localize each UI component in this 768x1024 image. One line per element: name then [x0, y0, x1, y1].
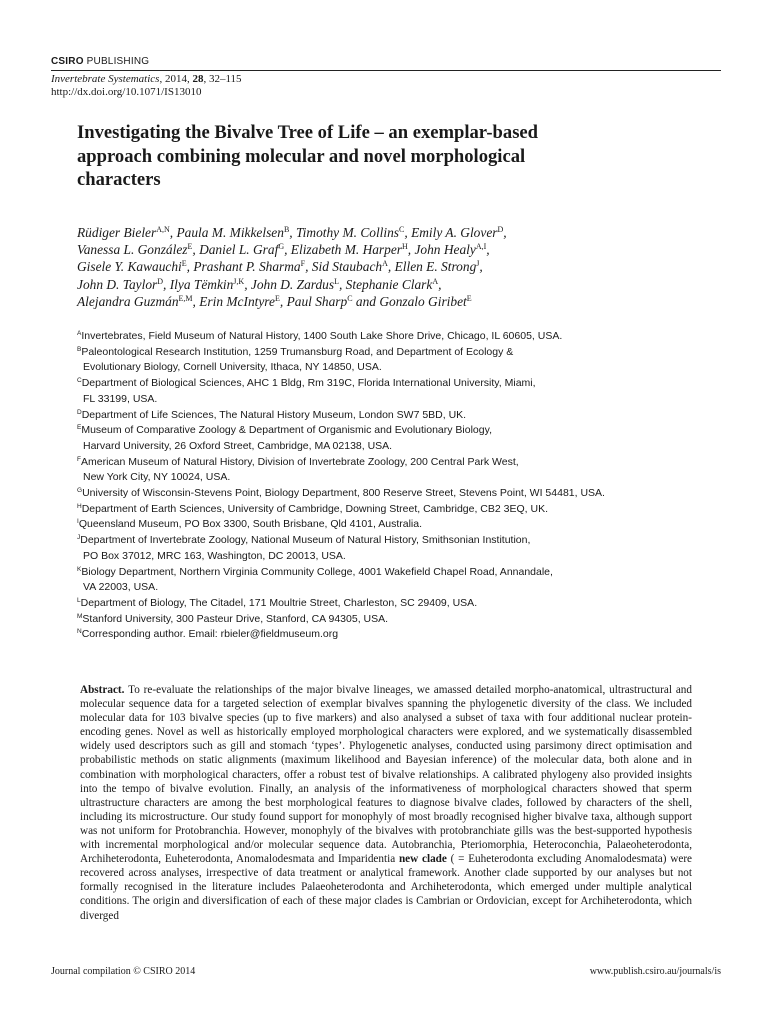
author-name: Gisele Y. Kawauchi	[77, 259, 182, 275]
affiliation-line	[77, 502, 697, 518]
author-affil-marker: J	[476, 259, 480, 269]
author-affil-marker: C	[347, 293, 353, 303]
author-affil-marker: E,M	[178, 293, 193, 303]
affiliation-text: New York City, NY 10024, USA.	[83, 471, 231, 484]
affiliation-marker: I	[77, 518, 79, 526]
author-name: , Erin McIntyre	[192, 293, 275, 309]
author-separator: ,	[438, 276, 442, 292]
affiliation-line	[77, 455, 697, 471]
author-affil-marker: L	[334, 276, 339, 286]
author-separator: ,	[486, 242, 490, 258]
author-line	[77, 241, 637, 258]
affiliation-marker: H	[77, 502, 82, 510]
affiliation-text: Corresponding author. Email: rbieler@fieldmuseum.org	[81, 628, 339, 641]
affiliation-marker: B	[77, 345, 82, 353]
affiliation-line	[77, 627, 697, 643]
abstract-paragraph	[80, 683, 692, 923]
author-affil-marker: B	[283, 225, 290, 234]
affiliation-line	[77, 517, 697, 533]
affiliation-text: FL 33199, USA.	[83, 392, 158, 405]
journal-citation	[51, 73, 242, 86]
author-name: , Paul Sharp	[279, 293, 348, 309]
author-affil-marker: J,K	[233, 276, 245, 286]
author-name: , John D. Zardus	[244, 276, 335, 292]
author-line	[77, 224, 637, 241]
affiliation-text: Invertebrates, Field Museum of Natural History, 1400 South Lake Shore Drive, Chicago, IL 60605, USA.	[81, 330, 563, 342]
affiliation-text: Department of Invertebrate Zoology, National Museum of Natural History, Smithsonian Institution,	[80, 534, 531, 547]
author-name: , Elizabeth M. Harper	[284, 242, 402, 258]
author-name: and Gonzalo Giribet	[352, 293, 467, 309]
author-name: Rüdiger Bieler	[77, 225, 157, 240]
author-affil-marker: E	[466, 293, 472, 303]
author-affil-marker: D	[497, 225, 504, 234]
affiliation-text: Queensland Museum, PO Box 3300, South Brisbane, Qld 4101, Australia.	[78, 518, 423, 531]
author-affil-marker: G	[278, 242, 285, 252]
affiliation-text: Museum of Comparative Zoology & Department of Organismic and Evolutionary Biology,	[81, 424, 493, 437]
affiliation-text: Department of Life Sciences, The Natural History Museum, London SW7 5BD, UK.	[81, 408, 467, 421]
affiliation-text: Harvard University, 26 Oxford Street, Cambridge, MA 02138, USA.	[83, 439, 393, 452]
author-affil-marker: A	[432, 276, 439, 286]
affiliation-text: University of Wisconsin-Stevens Point, Biology Department, 800 Reserve Street, Stevens Point, WI 54481, USA.	[82, 487, 605, 500]
author-name: , Emily A. Glover	[404, 225, 498, 240]
author-affil-marker: A,N	[156, 225, 170, 234]
affiliation-line	[77, 423, 697, 439]
affiliation-line	[77, 329, 697, 345]
affiliation-line	[77, 376, 697, 392]
affiliation-line	[77, 439, 697, 455]
publisher-name-rest: PUBLISHING	[83, 56, 150, 67]
author-affil-marker: E	[187, 242, 193, 252]
abstract-label: Abstract.	[80, 684, 125, 696]
affiliation-text: American Museum of Natural History, Division of Invertebrate Zoology, 200 Central Park West,	[80, 455, 519, 468]
affiliation-marker: C	[77, 377, 82, 385]
journal-name: Invertebrate Systematics	[51, 73, 160, 85]
title-line: characters	[77, 169, 161, 190]
affiliation-line	[77, 565, 697, 581]
publisher-name-bold: CSIRO	[51, 56, 84, 67]
author-line	[77, 276, 637, 293]
footer-copyright: Journal compilation © CSIRO 2014	[51, 966, 196, 977]
title-line: Investigating the Bivalve Tree of Life – an exemplar-based	[77, 122, 539, 143]
author-name: , Timothy M. Collins	[289, 225, 400, 240]
affiliation-list	[77, 329, 697, 643]
affiliation-line	[77, 596, 697, 612]
affiliation-marker: E	[77, 424, 82, 432]
journal-pages: , 32–115	[203, 73, 242, 85]
affiliation-line	[77, 360, 697, 376]
author-affil-marker: A,I	[475, 242, 487, 252]
author-affil-marker: E	[181, 259, 187, 269]
author-affil-marker: A	[382, 259, 388, 269]
author-name: , John Healy	[407, 242, 476, 258]
author-affil-marker: F	[300, 259, 306, 269]
affiliation-line	[77, 533, 697, 549]
abstract-text: ( = Euheterodonta excluding Anomalodesmata) were recovered across analyses, irrespective of data treatment or analytical framework. Another clade supported by our analyses but not formally recognised in the literature includes Palaeoheterodonta and Archiheterodonta, which emerged under multiple analytical conditions. The origin and diversification of each of these major clades is Cambrian or Ordovician, except for Archiheterodonta, which diverged	[80, 853, 693, 922]
author-list	[77, 224, 637, 310]
affiliation-text: Department of Biological Sciences, AHC 1 Bldg, Rm 319C, Florida International University, Miami,	[81, 377, 536, 390]
author-name: , Ilya Tëmkin	[163, 276, 234, 292]
author-name: Alejandra Guzmán	[77, 293, 179, 309]
author-separator: ,	[479, 259, 483, 275]
header-divider	[51, 70, 721, 71]
affiliation-text: Department of Biology, The Citadel, 171 Moultrie Street, Charleston, SC 29409, USA.	[80, 596, 478, 609]
journal-volume: 28	[192, 73, 204, 85]
affiliation-marker: J	[77, 534, 81, 542]
author-line	[77, 293, 637, 310]
affiliation-text: Department of Earth Sciences, University of Cambridge, Downing Street, Cambridge, CB2 3EQ, UK.	[81, 502, 548, 515]
affiliation-marker: A	[77, 330, 82, 337]
author-line	[77, 258, 637, 275]
affiliation-marker: N	[77, 628, 82, 636]
paper-title	[77, 121, 597, 192]
affiliation-line	[77, 486, 697, 502]
affiliation-text: Evolutionary Biology, Cornell University, Ithaca, NY 14850, USA.	[83, 361, 382, 374]
doi-link[interactable]: http://dx.doi.org/10.1071/IS13010	[51, 86, 202, 98]
affiliation-text: Stanford University, 300 Pasteur Drive, Stanford, CA 94305, USA.	[82, 612, 389, 625]
affiliation-marker: K	[77, 565, 82, 573]
affiliation-text: Biology Department, Northern Virginia Community College, 4001 Wakefield Chapel Road, Annandale,	[81, 565, 553, 578]
author-name: John D. Taylor	[77, 276, 158, 292]
author-affil-marker: E	[274, 293, 280, 303]
affiliation-text: PO Box 37012, MRC 163, Washington, DC 20013, USA.	[83, 549, 346, 562]
affiliation-line	[77, 345, 697, 361]
affiliation-line	[77, 470, 697, 486]
author-name: , Ellen E. Strong	[387, 259, 477, 275]
affiliation-marker: D	[77, 408, 82, 416]
author-name: , Paula M. Mikkelsen	[169, 225, 284, 240]
author-name: , Sid Staubach	[305, 259, 383, 275]
author-affil-marker: H	[402, 242, 408, 252]
affiliation-marker: M	[77, 612, 83, 620]
affiliation-marker: F	[77, 455, 81, 463]
footer-journal-url[interactable]: www.publish.csiro.au/journals/is	[589, 966, 721, 977]
affiliation-line	[77, 408, 697, 424]
affiliation-text: VA 22003, USA.	[83, 581, 159, 594]
abstract-emphasis: new clade	[398, 853, 447, 866]
author-name: Vanessa L. González	[77, 242, 188, 258]
affiliation-line	[77, 549, 697, 565]
author-affil-marker: D	[157, 276, 164, 286]
affiliation-text: Paleontological Research Institution, 1259 Trumansburg Road, and Department of Ecology &	[81, 345, 514, 358]
author-name: , Daniel L. Graf	[192, 242, 279, 258]
author-name: , Stephanie Clark	[338, 276, 433, 292]
affiliation-marker: G	[77, 487, 83, 495]
affiliation-marker: L	[77, 596, 81, 604]
affiliation-line	[77, 392, 697, 408]
publisher-header	[51, 56, 149, 67]
author-name: , Prashant P. Sharma	[186, 259, 301, 275]
abstract-text: To re-evaluate the relationships of the major bivalve lineages, we amassed detailed morpho-anatomical, ultrastructural and molecular sequence data for a targeted selection of exemplar bivalves spanning the phylogenetic diversity of the class. We included molecular data for 103 bivalve species (up to five markers) and also analysed a subset of taxa with four additional nuclear protein-encoding genes. Novel as well as historically employed morphological characters were explored, and we systematically disassembled widely used descriptors such as gill and stomach ‘types’. Phylogenetic analyses, conducted using parsimony direct optimisation and probabilistic methods on static alignments (maximum likelihood and Bayesian inference) of the molecular data, both alone and in combination with morphological characters, offer a robust test of bivalve relationships. A calibrated phylogeny also provided insights into the tempo of bivalve evolution. Finally, an analysis of the informativeness of morphological characters showed that sperm ultrastructure characters are among the best morphological features to diagnose bivalve clades, followed by characters of the shell, including its microstructure. Our study found support for monophyly of most broadly recognised higher bivalve taxa, although support was not uniform for Protobranchia. However, monophyly of the bivalves with protobranchiate gills was the best-supported hypothesis with incremental morphological and/or molecular sequence data. Autobranchia, Pteriomorphia, Heteroconchia, Palaeoheterodonta, Archiheterodonta, Euheterodonta, Anomalodesmata and Imparidentia	[80, 684, 692, 866]
affiliation-line	[77, 580, 697, 596]
author-separator: ,	[503, 225, 507, 240]
affiliation-line	[77, 612, 697, 628]
title-line: approach combining molecular and novel morphological	[77, 145, 526, 167]
author-affil-marker: C	[399, 225, 405, 234]
journal-year: , 2014,	[159, 73, 193, 85]
